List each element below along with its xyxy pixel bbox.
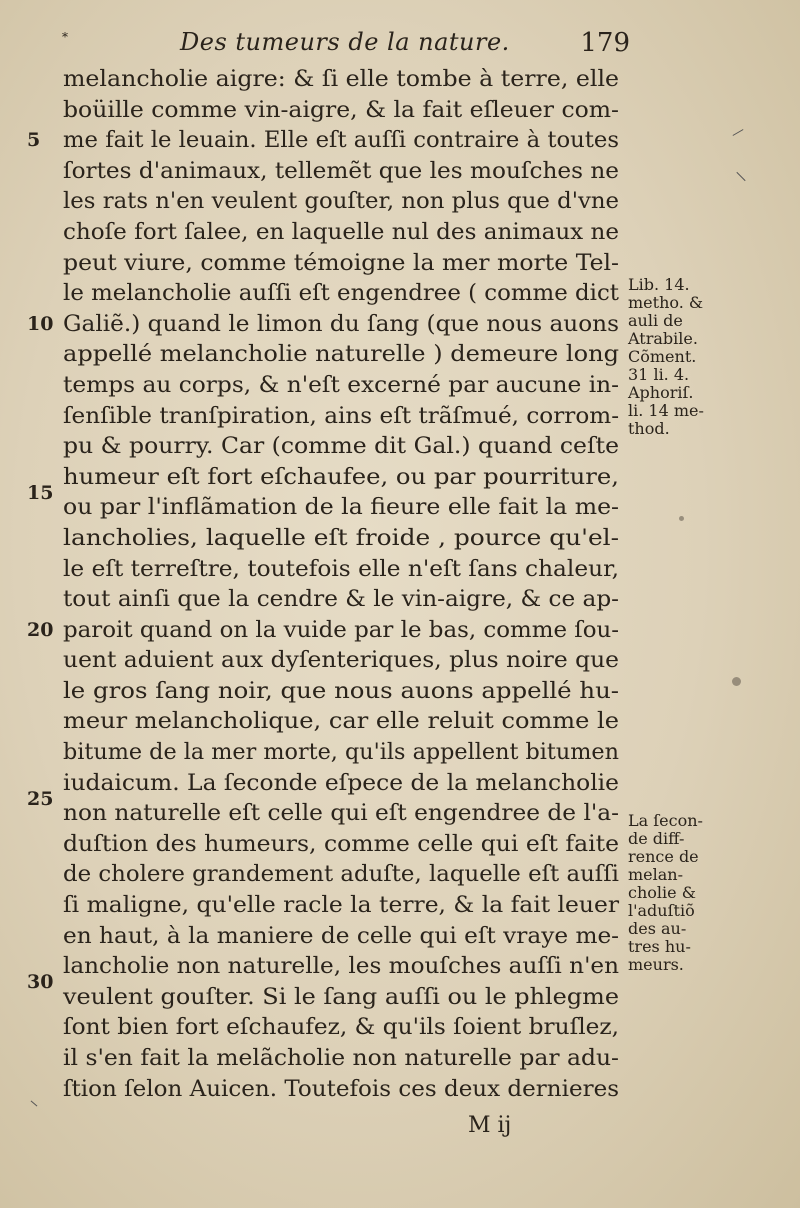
line-text: pu & pourry. Car (comme dit Gal.) quand ceſte — [63, 433, 620, 460]
text-line — [55, 737, 625, 768]
line-number: 10 — [27, 312, 54, 335]
line-text: peut viure, comme témoigne la mer morte Tel- — [63, 249, 620, 276]
line-number: 25 — [27, 787, 54, 810]
line-text: ſi maligne, qu'elle racle la terre, & la fait leuer — [63, 892, 620, 919]
text-line — [55, 370, 625, 401]
ink-blot — [679, 516, 684, 521]
line-number: 20 — [27, 618, 54, 641]
line-text: ou par l'inflãmation de la fieure elle fait la me- — [63, 494, 619, 521]
line-text: ſont bien fort eſchaufez, & qu'ils ſoient bruſlez, — [63, 1014, 620, 1041]
text-line — [55, 798, 625, 829]
line-text: bitume de la mer morte, qu'ils appellent bitumen — [63, 739, 619, 766]
line-text: lancholie non naturelle, les mouſches auſſi n'en — [63, 953, 619, 980]
text-line — [55, 248, 625, 279]
line-text: melancholie aigre: & ſi elle tombe à terre, elle — [63, 66, 620, 92]
signature-mark: M ij — [468, 1113, 512, 1138]
text-line — [55, 1074, 625, 1105]
line-text: lancholies, laquelle eſt froide , pource qu'el- — [63, 524, 620, 551]
line-text: appellé melancholie naturelle ) demeure long — [63, 341, 619, 368]
line-text: meur melancholique, car elle reluit comme le — [63, 708, 620, 735]
line-text: uent aduient aux dyſenteriques, plus noire que — [63, 647, 620, 674]
margin-note-line: de diff- — [628, 829, 685, 848]
text-line — [55, 645, 625, 676]
text-line — [55, 829, 625, 860]
margin-note-line: Cõment. — [628, 347, 697, 366]
line-text: ſtion ſelon Auicen. Toutefois ces deux dernieres — [63, 1075, 620, 1102]
line-text: les rats n'en veulent gouſter, non plus que d'vne — [63, 188, 619, 215]
margin-note-line: tres hu- — [628, 937, 691, 956]
text-line — [27, 951, 625, 994]
text-line — [55, 1043, 625, 1074]
text-line — [27, 309, 625, 340]
margin-note-line: Atrabile. — [628, 329, 698, 348]
line-text: me fait le leuain. Elle eſt auſſi contraire à toutes — [63, 127, 619, 154]
text-line — [55, 890, 625, 921]
text-line — [55, 95, 625, 126]
line-text: le gros ſang noir, que nous auons appellé hu- — [63, 677, 620, 704]
line-text: en haut, à la maniere de celle qui eſt vraye me- — [63, 922, 620, 949]
text-line — [55, 156, 625, 187]
margin-note-line: meurs. — [628, 955, 684, 974]
line-text: duſtion des humeurs, comme celle qui eſt faite — [63, 830, 620, 857]
line-text: Galiẽ.) quand le limon du ſang (que nous auons — [63, 310, 620, 337]
ink-mark — [733, 129, 744, 136]
margin-note-line: melan- — [628, 865, 684, 884]
text-line — [55, 523, 625, 554]
margin-note-line: li. 14 me- — [628, 401, 704, 420]
text-line — [27, 462, 625, 504]
line-text: humeur eſt fort eſchaufee, ou par pourriture, — [63, 463, 619, 490]
text-line — [55, 1012, 625, 1043]
text-line — [55, 706, 625, 737]
line-text: de cholere grandement aduſte, laquelle eſt auſſi — [63, 861, 619, 888]
margin-note-line: auli de — [628, 311, 683, 330]
line-number: 15 — [27, 481, 54, 504]
line-text: non naturelle eſt celle qui eſt engendree de l'a- — [63, 800, 619, 827]
line-text: paroit quand on la vuide par le bas, comme ſou- — [63, 616, 620, 643]
line-text: ſortes d'animaux, tellemẽt que les mouſches ne — [63, 157, 620, 184]
text-line — [55, 859, 625, 890]
text-line — [55, 186, 625, 217]
margin-note-line: thod. — [628, 419, 670, 438]
text-line — [55, 64, 625, 95]
line-text: temps au corps, & n'eſt excerné par aucune in- — [63, 371, 620, 398]
page-number: 179 — [580, 28, 630, 58]
line-text: le melancholie auſſi eſt engendree ( comme dict — [63, 280, 619, 307]
text-line — [27, 768, 625, 810]
line-text: tout ainſi que la cendre & le vin-aigre, & ce ap- — [63, 586, 620, 613]
margin-note-line: rence de — [628, 847, 699, 866]
line-text: veulent gouſter. Si le ſang auſſi ou le phlegme — [63, 983, 620, 1010]
ink-mark — [736, 172, 745, 181]
margin-note-line: cholie & — [628, 883, 696, 902]
text-line — [55, 921, 625, 952]
margin-note-line: 31 li. 4. — [628, 365, 690, 384]
margin-note-line: metho. & — [628, 293, 704, 312]
line-text: il s'en fait la melãcholie non naturelle par adu- — [63, 1045, 619, 1071]
text-line — [55, 401, 625, 432]
line-text: ſenſible tranſpiration, ains eſt trãſmué, corrom- — [63, 402, 620, 429]
line-number: 5 — [27, 129, 41, 152]
text-line — [27, 615, 625, 646]
line-text: le eſt terreſtre, toutefois elle n'eſt ſans chaleur, — [63, 555, 620, 582]
text-line — [55, 982, 625, 1013]
text-line — [55, 431, 625, 462]
margin-note-line: Lib. 14. — [628, 275, 690, 294]
running-title: Des tumeurs de la nature. — [180, 28, 510, 56]
margin-note-second-difference — [628, 812, 738, 974]
text-line — [55, 554, 625, 585]
text-line — [27, 125, 625, 156]
margin-note-line: des au- — [628, 919, 687, 938]
line-number: 30 — [27, 971, 54, 994]
line-text: choſe fort ſalee, en laquelle nul des animaux ne — [63, 218, 620, 245]
line-text: iudaicum. La ſeconde eſpece de la melancholie — [63, 769, 619, 796]
margin-note-sources — [628, 276, 738, 438]
ink-blot — [732, 677, 741, 686]
text-line — [55, 676, 625, 707]
line-text: boüille comme vin-aigre, & la fait eſleuer com- — [63, 96, 619, 123]
text-line — [55, 217, 625, 248]
text-line — [55, 339, 625, 370]
margin-note-line: La ſecon- — [628, 811, 703, 830]
text-line — [55, 492, 625, 523]
page-header — [180, 28, 630, 64]
ink-mark — [31, 1101, 38, 1107]
main-text-column — [27, 64, 625, 1104]
margin-note-line: l'aduſtiõ — [628, 901, 695, 920]
corner-mark: * — [62, 30, 68, 44]
margin-note-line: Aphoriſ. — [628, 383, 694, 402]
text-line — [55, 278, 625, 309]
text-line — [55, 584, 625, 615]
